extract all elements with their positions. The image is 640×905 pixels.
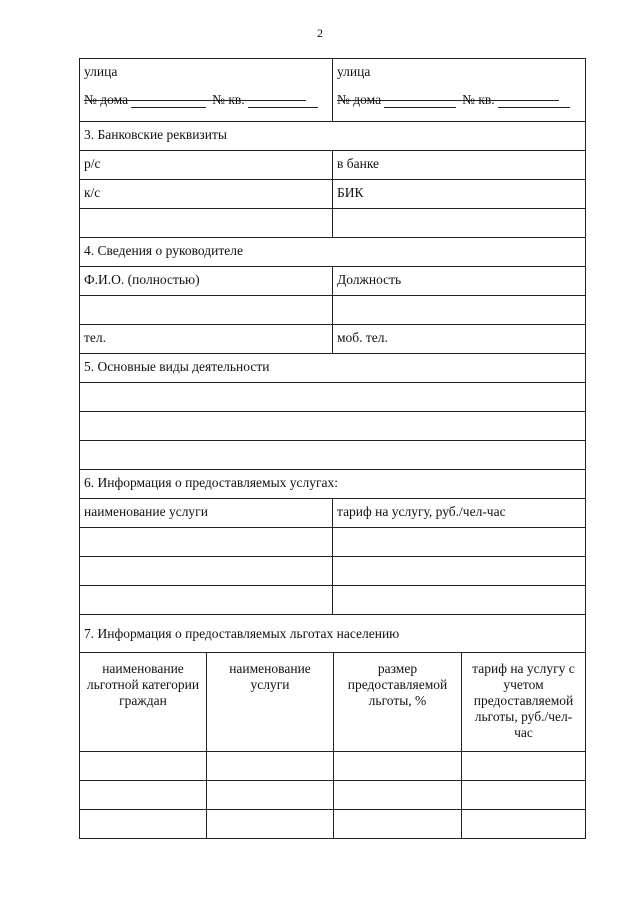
service-header: наименование услуги	[206, 653, 333, 751]
services-row	[80, 556, 585, 585]
activities-row	[80, 440, 585, 469]
apartment-label: № кв.	[212, 92, 245, 107]
empty-cell[interactable]	[80, 209, 332, 237]
empty-cell[interactable]	[332, 209, 585, 237]
director-heading-row	[80, 237, 585, 266]
empty-cell[interactable]	[80, 441, 585, 469]
benefits-row	[80, 751, 585, 780]
empty-cell[interactable]	[332, 296, 585, 324]
director-row-3	[80, 324, 585, 353]
benefits-row	[80, 809, 585, 838]
services-heading-row	[80, 469, 585, 498]
street-label: улица	[337, 64, 371, 79]
empty-cell[interactable]	[206, 752, 333, 780]
benefits-heading-row	[80, 614, 585, 652]
registration-form	[79, 58, 586, 839]
page-number: 2	[317, 26, 323, 40]
activities-heading-row	[80, 353, 585, 382]
street-label: улица	[84, 64, 118, 79]
section-heading: 3. Банковские реквизиты	[84, 127, 227, 142]
services-header-row	[80, 498, 585, 527]
address-right	[332, 59, 585, 121]
apartment-label: № кв.	[462, 92, 495, 107]
director-row-2	[80, 295, 585, 324]
empty-cell[interactable]	[333, 781, 461, 809]
bik-label[interactable]: БИК	[332, 180, 585, 208]
empty-cell[interactable]	[80, 296, 332, 324]
empty-cell[interactable]	[80, 781, 206, 809]
services-row	[80, 585, 585, 614]
empty-cell[interactable]	[80, 810, 206, 838]
house-label: № дома	[337, 92, 382, 107]
house-label: № дома	[84, 92, 129, 107]
street-field[interactable]	[84, 88, 306, 101]
phone-label[interactable]: тел.	[84, 330, 107, 345]
category-header: наименование льготной категории граждан	[86, 661, 200, 708]
bank-row-1	[80, 150, 585, 179]
empty-cell[interactable]	[80, 412, 585, 440]
section-heading: 5. Основные виды деятельности	[84, 359, 270, 374]
benefits-row	[80, 780, 585, 809]
empty-cell[interactable]	[80, 528, 332, 556]
position-label[interactable]: Должность	[332, 267, 585, 295]
empty-cell[interactable]	[206, 810, 333, 838]
empty-cell[interactable]	[332, 528, 585, 556]
director-row-1	[80, 266, 585, 295]
empty-cell[interactable]	[332, 586, 585, 614]
section-heading: 7. Информация о предоставляемых льготах населению	[84, 626, 400, 641]
section-heading: 6. Информация о предоставляемых услугах:	[84, 475, 339, 490]
activities-row	[80, 411, 585, 440]
service-tariff-header: тариф на услугу, руб./чел-час	[332, 499, 585, 527]
mobile-phone-label[interactable]: моб. тел.	[332, 325, 585, 353]
street-field[interactable]	[337, 88, 559, 101]
corr-account-label[interactable]: к/с	[84, 185, 101, 200]
bank-heading-row	[80, 121, 585, 150]
empty-cell[interactable]	[461, 781, 585, 809]
bank-name-label[interactable]: в банке	[332, 151, 585, 179]
account-label[interactable]: р/с	[84, 156, 101, 171]
empty-cell[interactable]	[332, 557, 585, 585]
services-row	[80, 527, 585, 556]
empty-cell[interactable]	[80, 586, 332, 614]
benefit-size-header: размер предоставляемой льготы, %	[333, 653, 461, 751]
full-name-label[interactable]: Ф.И.О. (полностью)	[84, 272, 200, 287]
bank-row-3	[80, 208, 585, 237]
service-name-header: наименование услуги	[84, 504, 208, 519]
address-left	[80, 59, 332, 121]
empty-cell[interactable]	[80, 557, 332, 585]
empty-cell[interactable]	[80, 383, 585, 411]
discounted-tariff-header: тариф на услугу с учетом предоставляемой льготы, руб./чел-час	[461, 653, 585, 751]
activities-row	[80, 382, 585, 411]
address-row	[80, 59, 585, 121]
empty-cell[interactable]	[461, 810, 585, 838]
benefits-header-row	[80, 652, 585, 751]
empty-cell[interactable]	[461, 752, 585, 780]
empty-cell[interactable]	[80, 752, 206, 780]
empty-cell[interactable]	[333, 810, 461, 838]
empty-cell[interactable]	[333, 752, 461, 780]
empty-cell[interactable]	[206, 781, 333, 809]
bank-row-2	[80, 179, 585, 208]
section-heading: 4. Сведения о руководителе	[84, 243, 243, 258]
